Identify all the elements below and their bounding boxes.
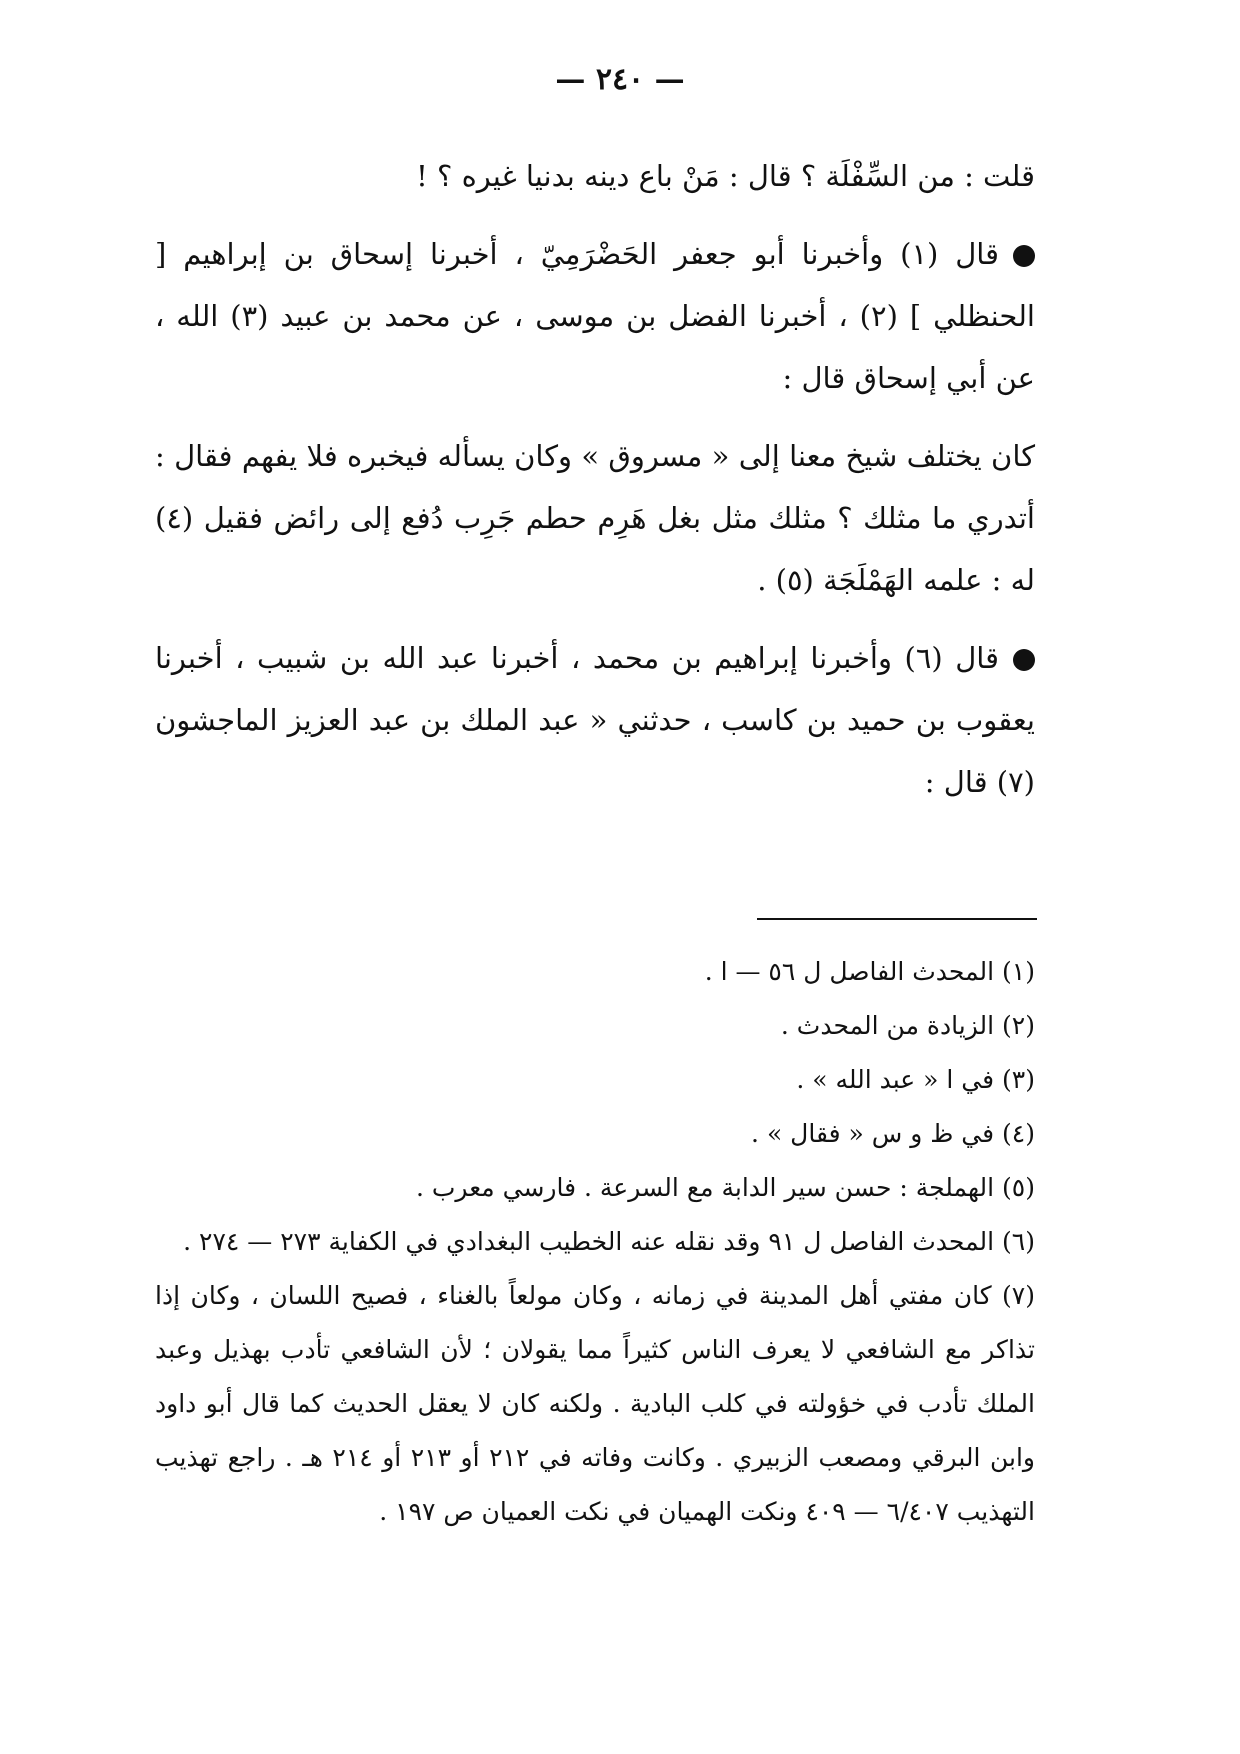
footnotes [155,945,1035,1539]
bullet-dot-icon [1013,245,1035,267]
paragraph-isnad-2 [155,627,1035,813]
paragraph-masruq-story: كان يختلف شيخ معنا إلى « مسروق » وكان يسأله فيخبره فلا يفهم فقال : أتدري ما مثلك ؟ مثلك مثل بغل هَرِم حطم جَرِب دُفع إلى رائض فقيل (٤) له : علمه الهَمْلَجَة (٥) . [155,439,1035,597]
footnote-1: (١) المحدث الفاصل ل ٥٦ — ا . [704,957,1035,986]
page-number: — ٢٤٠ — [555,62,685,97]
paragraph-isnad-2-text: قال (٦) وأخبرنا إبراهيم بن محمد ، أخبرنا عبد الله بن شبيب ، أخبرنا يعقوب بن حميد بن كاسب ، حدثني « عبد الملك بن عبد العزيز الماجشون (٧) قال : [155,641,1035,799]
footnote-3: (٣) في ا « عبد الله » . [796,1065,1035,1094]
bullet-dot-icon [1013,649,1035,671]
text-line-question: قلت : من السِّفْلَة ؟ قال : مَنْ باع دينه بدنيا غيره ؟ ! [416,159,1035,193]
paragraph-isnad-1 [155,223,1035,409]
main-text [155,145,1035,813]
footnote-6: (٦) المحدث الفاصل ل ٩١ وقد نقله عنه الخطيب البغدادي في الكفاية ٢٧٣ — ٢٧٤ . [183,1227,1035,1256]
paragraph-isnad-1-text: قال (١) وأخبرنا أبو جعفر الحَضْرَمِيّ ، أخبرنا إسحاق بن إبراهيم [ الحنظلي ] (٢) ، أخبرنا الفضل بن موسى ، عن محمد بن عبيد (٣) الله ، عن أبي إسحاق قال : [155,237,1035,395]
footnote-7: (٧) كان مفتي أهل المدينة في زمانه ، وكان مولعاً بالغناء ، فصيح اللسان ، وكان إذا تذاكر مع الشافعي لا يعرف الناس كثيراً مما يقولان ؛ لأن الشافعي تأدب بهذيل وعبد الملك تأدب في خؤولته في كلب البادية . ولكنه كان لا يعقل الحديث كما قال أبو داود وابن البرقي ومصعب الزبيري . وكانت وفاته في ٢١٢ أو ٢١٣ أو ٢١٤ هـ . راجع تهذيب التهذيب ٦/٤٠٧ — ٤٠٩ ونكت الهميان في نكت العميان ص ١٩٧ . [155,1281,1035,1526]
footnote-divider [757,918,1037,920]
footnote-4: (٤) في ظ و س « فقال » . [751,1119,1035,1148]
footnote-2: (٢) الزيادة من المحدث . [780,1011,1035,1040]
footnote-5: (٥) الهملجة : حسن سير الدابة مع السرعة . فارسي معرب . [416,1173,1035,1202]
